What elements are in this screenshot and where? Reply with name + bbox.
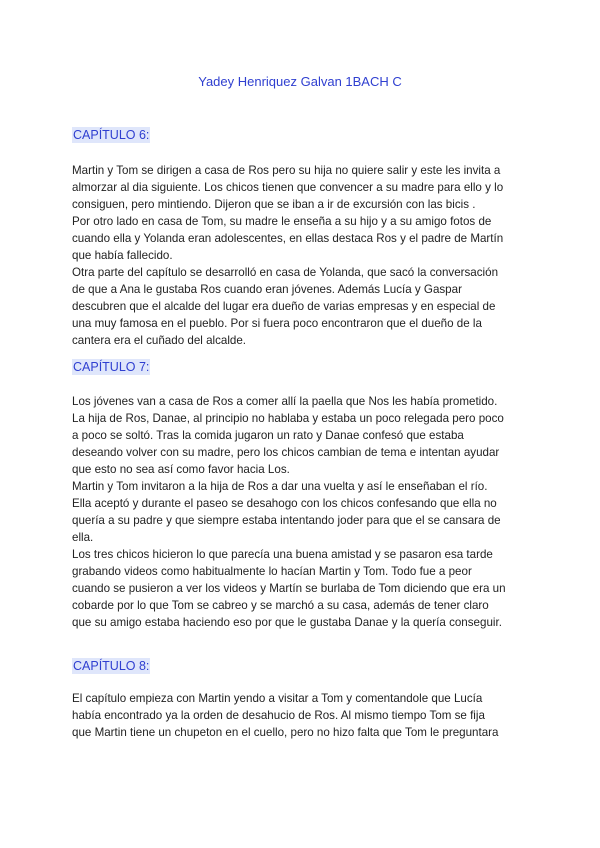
paragraph-line: grabando videos como habitualmente lo hacían Martin y Tom. Todo fue a peor xyxy=(72,565,472,578)
paragraph-line: cantera era el cuñado del alcalde. xyxy=(72,334,247,347)
paragraph-line: Martin y Tom invitaron a la hija de Ros a dar una vuelta y así le enseñaban el río. xyxy=(72,480,488,493)
paragraph-line: consiguen, pero mintiendo. Dijeron que se iban a ir de excursión con las bicis . xyxy=(72,198,476,211)
section-heading-capitulo-8: CAPÍTULO 8: xyxy=(73,659,150,673)
paragraph-line: que su amigo estaba haciendo eso por que le gustaba Danae y la quería conseguir. xyxy=(72,616,502,629)
paragraph-line: que esto no sea así como favor hacia Los. xyxy=(72,463,290,476)
paragraph-line: Los jóvenes van a casa de Ros a comer allí la paella que Nos les había prometido. xyxy=(72,395,498,408)
paragraph-line: una muy famosa en el pueblo. Por si fuera poco encontraron que el dueño de la xyxy=(72,317,482,330)
paragraph-line: de que a Ana le gustaba Ros cuando eran jóvenes. Además Lucía y Gaspar xyxy=(72,283,462,296)
paragraph-line: Los tres chicos hicieron lo que parecía una buena amistad y se pasaron esa tarde xyxy=(72,548,493,561)
paragraph-line: Martin y Tom se dirigen a casa de Ros pero su hija no quiere salir y este les invita a xyxy=(72,164,501,177)
section-body-capitulo-7 xyxy=(72,393,532,631)
section-body-capitulo-8 xyxy=(72,690,532,741)
paragraph-line: que había fallecido. xyxy=(72,249,173,262)
paragraph-line: había encontrado ya la orden de desahucio de Ros. Al mismo tiempo Tom se fija xyxy=(72,709,485,722)
paragraph-line: deseando volver con su madre, pero los chicos cambian de tema e intentan ayudar xyxy=(72,446,500,459)
paragraph-line: La hija de Ros, Danae, al principio no hablaba y estaba un poco relegada pero poco xyxy=(72,412,504,425)
paragraph-line: quería a su padre y que siempre estaba intentando joder para que el se cansara de xyxy=(72,514,501,527)
paragraph-line: ella. xyxy=(72,531,94,544)
paragraph-line: cuando se pusieron a ver los videos y Martín se burlaba de Tom diciendo que era un xyxy=(72,582,506,595)
section-heading-capitulo-7: CAPÍTULO 7: xyxy=(73,360,150,374)
paragraph-line: El capítulo empieza con Martin yendo a visitar a Tom y comentandole que Lucía xyxy=(72,692,483,705)
paragraph-line: que Martin tiene un chupeton en el cuello, pero no hizo falta que Tom le preguntara xyxy=(72,726,499,739)
paragraph-line: cuando ella y Yolanda eran adolescentes, en ellas destaca Ros y el padre de Martín xyxy=(72,232,504,245)
section-body-capitulo-6 xyxy=(72,162,532,349)
paragraph-line: descubren que el alcalde del lugar era dueño de varias empresas y en especial de xyxy=(72,300,496,313)
section-heading-capitulo-6: CAPÍTULO 6: xyxy=(73,128,150,142)
document-title: Yadey Henriquez Galvan 1BACH C xyxy=(198,74,402,89)
paragraph-line: cobarde por lo que Tom se cabreo y se marchó a su casa, además de tener claro xyxy=(72,599,489,612)
paragraph-line: Otra parte del capítulo se desarrolló en casa de Yolanda, que sacó la conversación xyxy=(72,266,499,279)
paragraph-line: a poco se soltó. Tras la comida jugaron un rato y Danae confesó que estaba xyxy=(72,429,464,442)
paragraph-line: Por otro lado en casa de Tom, su madre le enseña a su hijo y a su amigo fotos de xyxy=(72,215,492,228)
paragraph-line: almorzar al dia siguiente. Los chicos tienen que convencer a su madre para ello y lo xyxy=(72,181,504,194)
paragraph-line: Ella aceptó y durante el paseo se desahogo con los chicos confesando que ella no xyxy=(72,497,497,510)
